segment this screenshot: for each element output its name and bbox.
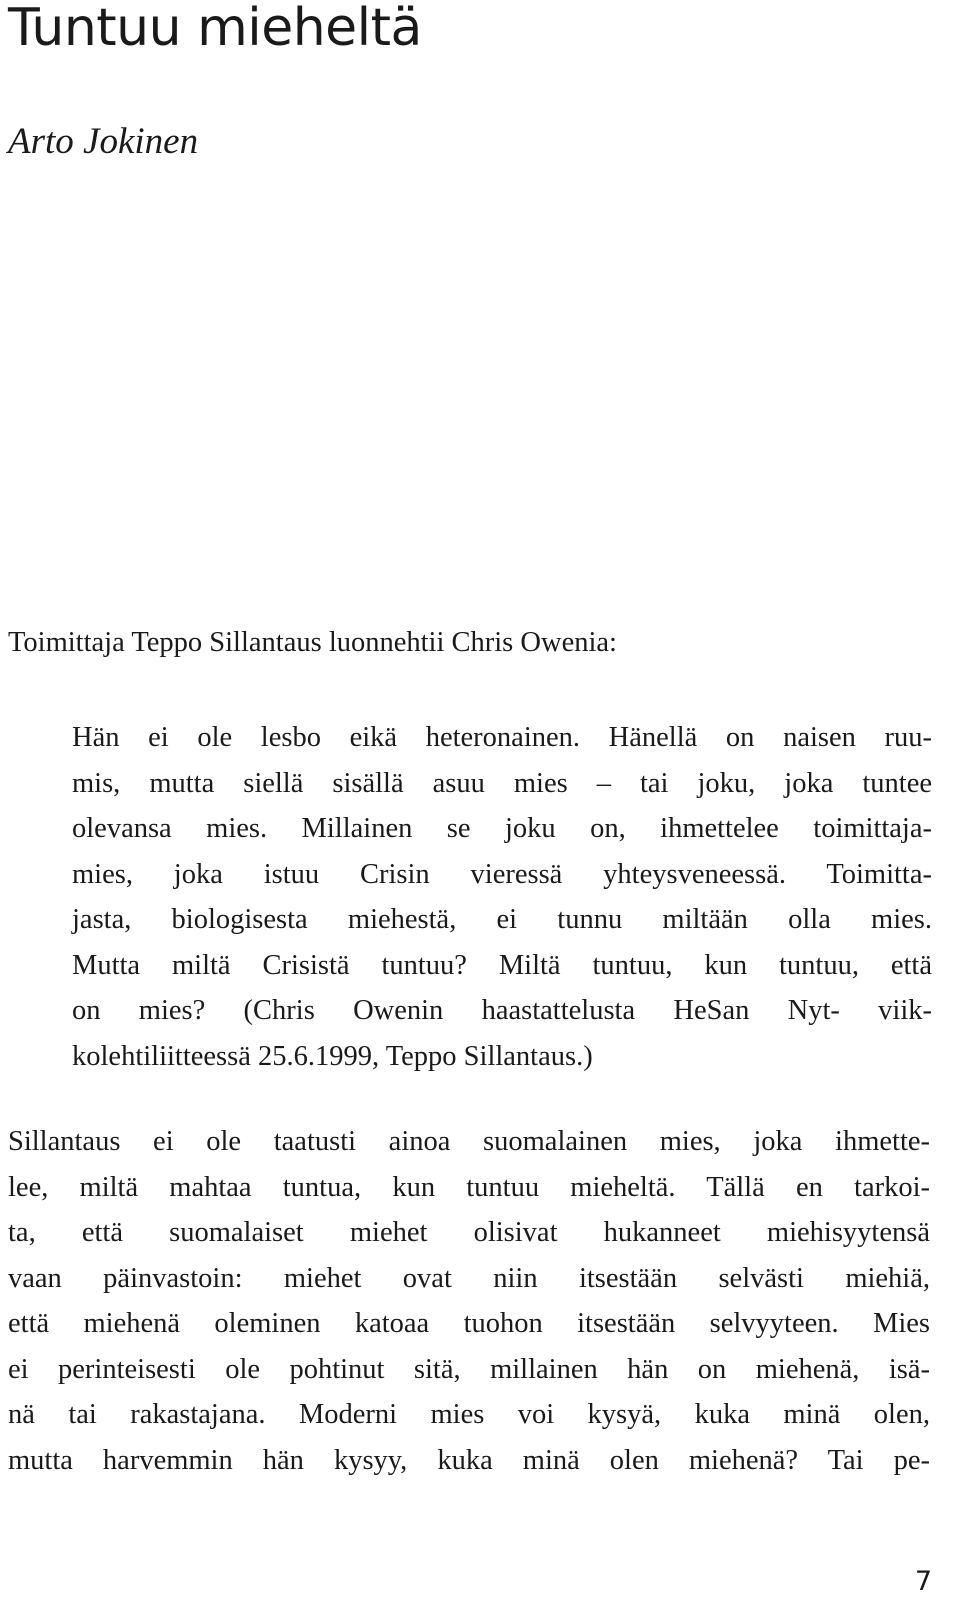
intro-paragraph: Toimittaja Teppo Sillantaus luonnehtii Chris Owenia: xyxy=(8,627,617,658)
body-line: lee, miltä mahtaa tuntua, kun tuntuu mieheltä. Tällä en tarkoi- xyxy=(8,1171,930,1203)
body-line: ta, että suomalaiset miehet olisivat hukanneet miehisyytensä xyxy=(8,1217,930,1248)
quote-line: Hän ei ole lesbo eikä heteronainen. Hänellä on naisen ruu- xyxy=(72,722,932,753)
body-line: vaan päinvastoin: miehet ovat niin itsestään selvästi miehiä, xyxy=(8,1262,930,1294)
body-line: Sillantaus ei ole taatusti ainoa suomalainen mies, joka ihmette- xyxy=(8,1126,930,1157)
article-author: Arto Jokinen xyxy=(8,121,199,162)
quote-line: on mies? (Chris Owenin haastattelusta HeSan Nyt- viik- xyxy=(72,995,932,1026)
block-quote xyxy=(72,715,932,1079)
page-number: 7 xyxy=(914,1566,932,1597)
quote-line: Mutta miltä Crisistä tuntuu? Miltä tuntuu, kun tuntuu, että xyxy=(72,949,932,981)
article-title: Tuntuu mieheltä xyxy=(8,0,422,58)
body-line: että miehenä oleminen katoaa tuohon itsestään selvyyteen. Mies xyxy=(8,1308,930,1339)
body-line: mutta harvemmin hän kysyy, kuka minä olen miehenä? Tai pe- xyxy=(8,1444,930,1476)
quote-line: olevansa mies. Millainen se joku on, ihmettelee toimittaja- xyxy=(72,813,932,844)
body-paragraph xyxy=(8,1119,930,1483)
quote-line: jasta, biologisesta miehestä, ei tunnu miltään olla mies. xyxy=(72,904,932,935)
body-line: ei perinteisesti ole pohtinut sitä, millainen hän on miehenä, isä- xyxy=(8,1353,930,1385)
quote-line: mies, joka istuu Crisin vieressä yhteysveneessä. Toimitta- xyxy=(72,858,932,890)
quote-line: mis, mutta siellä sisällä asuu mies – tai joku, joka tuntee xyxy=(72,767,932,799)
quote-line: kolehtiliitteessä 25.6.1999, Teppo Sillantaus.) xyxy=(72,1040,593,1072)
body-line: nä tai rakastajana. Moderni mies voi kysyä, kuka minä olen, xyxy=(8,1399,930,1430)
